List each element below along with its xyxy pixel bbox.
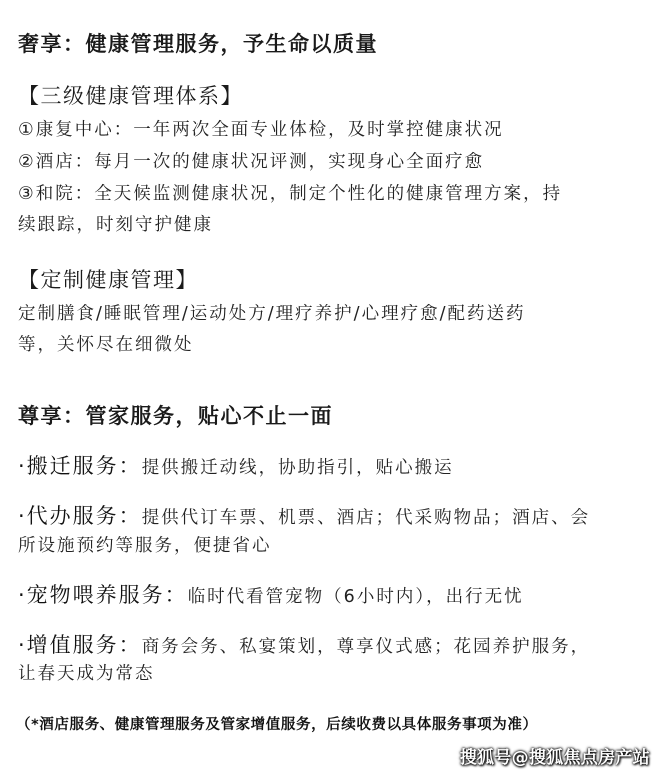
service-item-name: ·宠物喂养服务： [18,583,188,607]
service-item-moving [18,450,454,480]
subsection-heading-custom: 【定制健康管理】 [18,268,198,292]
paragraph-line: ③和院：全天候监测健康状况，制定个性化的健康管理方案，持 [18,184,563,204]
footnote: （*酒店服务、健康管理服务及管家增值服务，后续收费以具体服务事项为准） [16,717,538,733]
service-item-value-added [18,629,590,659]
service-item-desc: 商务会务、私宴策划，尊享仪式感；花园养护服务， [141,637,591,657]
paragraph-line: ①康复中心：一年两次全面专业体检，及时掌控健康状况 [18,120,504,140]
service-item-agency [18,500,590,530]
paragraph-line: ②酒店：每月一次的健康状况评测，实现身心全面疗愈 [18,152,485,172]
service-item-pet [18,579,524,609]
subsection-heading-three-level: 【三级健康管理体系】 [18,84,243,108]
service-item-desc: 提供搬迁动线，协助指引，贴心搬运 [141,458,454,478]
service-item-desc: 提供代订车票、机票、酒店；代采购物品；酒店、会 [141,508,591,528]
service-item-name: ·增值服务： [18,633,142,657]
service-item-desc-cont: 所设施预约等服务，便捷省心 [18,536,272,556]
section-title-health: 奢享：健康管理服务，予生命以质量 [18,32,378,56]
service-item-desc-cont: 让春天成为常态 [18,664,155,684]
watermark: 搜狐号@搜狐焦点房产站 [459,748,650,768]
paragraph-line: 定制膳食/睡眠管理/运动处方/理疗养护/心理疗愈/配药送药 [18,304,526,324]
paragraph-line: 等，关怀尽在细微处 [18,335,194,355]
paragraph-line: 续跟踪，时刻守护健康 [18,215,213,235]
service-item-name: ·搬迁服务： [18,454,142,478]
section-title-butler: 尊享：管家服务，贴心不止一面 [18,404,333,428]
service-item-desc: 临时代看管宠物（6小时内），出行无忧 [187,587,524,607]
service-item-name: ·代办服务： [18,504,142,528]
